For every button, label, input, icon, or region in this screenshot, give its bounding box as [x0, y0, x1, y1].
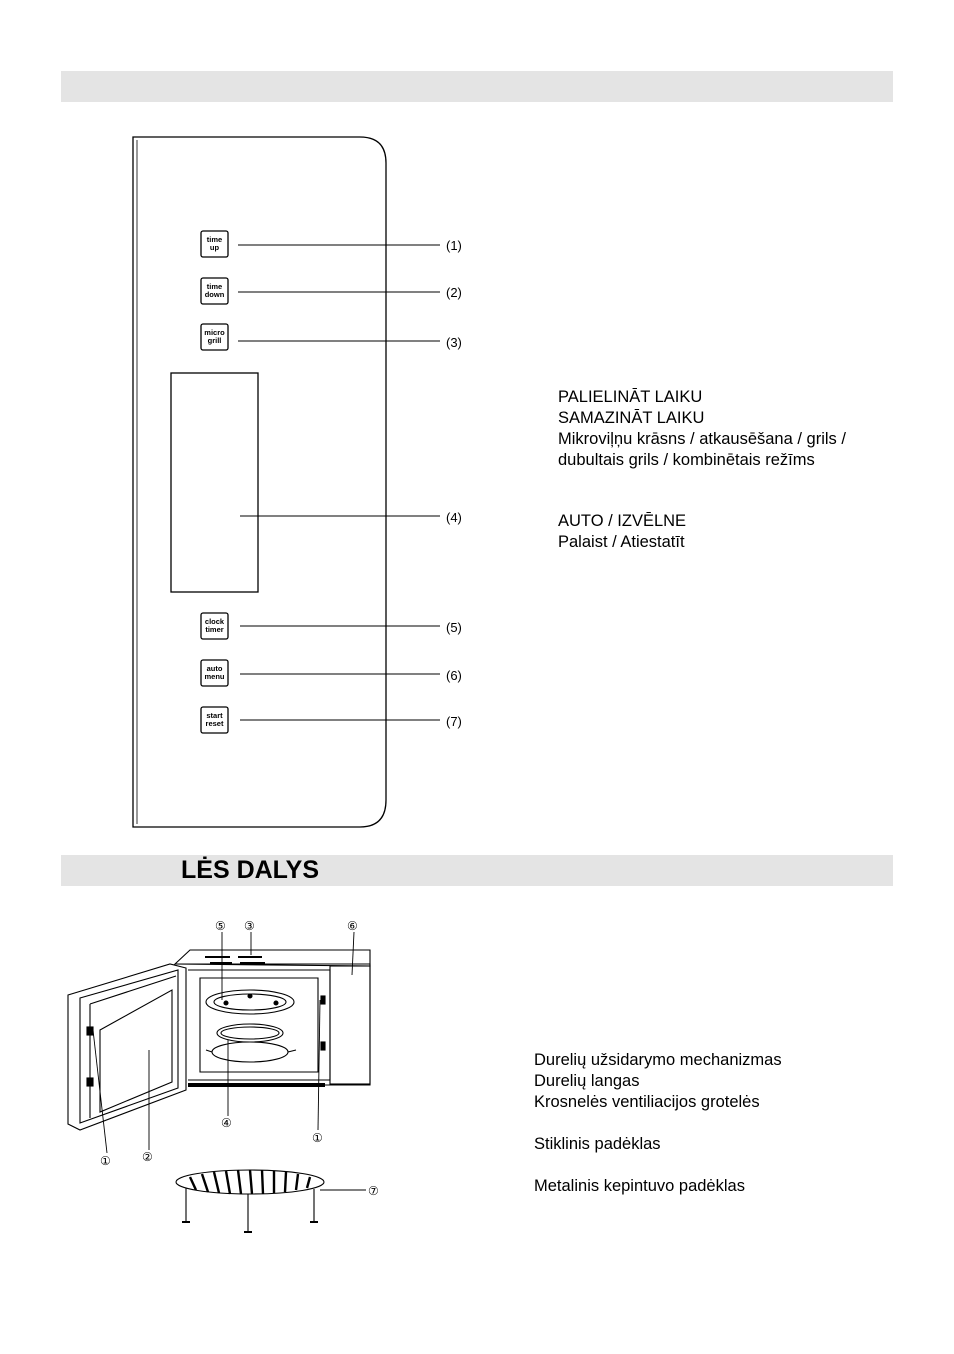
micro-grill-label-2: grill — [207, 336, 222, 345]
callout-1: (1) — [446, 238, 462, 253]
parts-callout-7: ⑦ — [368, 1184, 379, 1198]
start-reset-label-1: start — [206, 711, 223, 720]
callout-6: (6) — [446, 668, 462, 683]
auto-menu-button[interactable] — [201, 660, 228, 686]
desc-glass-tray: Stiklinis padėklas — [534, 1135, 661, 1153]
callout-3: (3) — [446, 335, 462, 350]
micro-grill-button[interactable] — [201, 324, 228, 350]
auto-menu-label-1: auto — [206, 664, 223, 673]
clock-timer-button[interactable] — [201, 613, 228, 639]
time-up-label-2: up — [209, 243, 220, 252]
desc-vent-grille: Krosnelės ventiliacijos grotelės — [534, 1093, 760, 1111]
desc-door-window: Durelių langas — [534, 1072, 640, 1090]
parts-callout-4: ④ — [221, 1116, 232, 1130]
time-up-button[interactable] — [201, 231, 228, 257]
parts-callout-6: ⑥ — [347, 919, 358, 933]
desc-start-reset: Palaist / Atiestatīt — [558, 533, 685, 551]
clock-timer-label-2: timer — [205, 625, 224, 634]
time-down-label-1: time — [206, 282, 223, 291]
parts-callout-3: ③ — [244, 919, 255, 933]
start-reset-label-2: reset — [205, 719, 224, 728]
callout-7: (7) — [446, 714, 462, 729]
time-down-button[interactable] — [201, 278, 228, 304]
section-title: LĖS DALYS — [181, 856, 320, 884]
parts-callout-2: ② — [142, 1150, 153, 1164]
parts-callout-5: ⑤ — [215, 919, 226, 933]
desc-micro-grill-1: Mikroviļņu krāsns / atkausēšana / grils / — [558, 430, 846, 448]
parts-descriptions — [534, 1050, 782, 1197]
parts-callout-1-door: ① — [100, 1154, 111, 1168]
start-reset-button[interactable] — [201, 707, 228, 733]
desc-auto-menu: AUTO / IZVĒLNE — [558, 512, 687, 530]
panel-descriptions — [558, 387, 846, 553]
auto-menu-label-2: menu — [204, 672, 225, 681]
desc-door-interlock: Durelių užsidarymo mechanizmas — [534, 1051, 782, 1069]
desc-time-up: PALIELINĀT LAIKU — [558, 388, 703, 406]
micro-grill-label-1: micro — [204, 328, 225, 337]
display-window — [171, 373, 258, 592]
callout-4: (4) — [446, 510, 462, 525]
callout-5: (5) — [446, 620, 462, 635]
parts-callout-1-body: ① — [312, 1131, 323, 1145]
desc-micro-grill-2: dubultais grils / kombinētais režīms — [558, 451, 815, 469]
time-down-label-2: down — [204, 290, 225, 299]
callout-2: (2) — [446, 285, 462, 300]
clock-timer-label-1: clock — [204, 617, 225, 626]
desc-time-down: SAMAZINĀT LAIKU — [558, 409, 705, 427]
time-up-label-1: time — [206, 235, 223, 244]
desc-metal-rack: Metalinis kepintuvo padėklas — [534, 1177, 745, 1195]
